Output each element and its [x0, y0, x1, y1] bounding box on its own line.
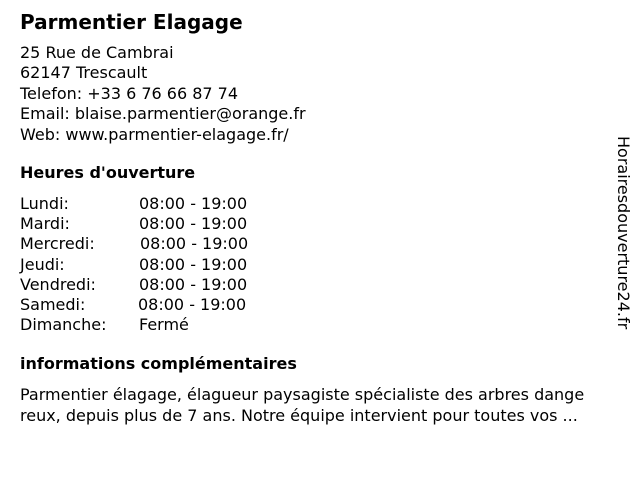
day-label: Jeudi: — [20, 254, 65, 274]
day-label: Mardi: — [20, 214, 70, 234]
website: Web: www.parmentier-elagage.fr/ — [20, 124, 289, 144]
time-value: 08:00 - 19:00 — [139, 274, 248, 294]
description-line: Parmentier élagage, élagueur paysagiste spécialiste des arbres dange — [20, 385, 585, 404]
hours-row-samedi — [20, 295, 320, 315]
hours-row-vendredi — [20, 275, 320, 295]
hours-row-jeudi — [20, 255, 320, 275]
time-value: 08:00 - 19:00 — [139, 194, 248, 213]
day-label: Samedi: — [20, 294, 86, 314]
additional-info-heading: informations complémentaires — [20, 354, 297, 373]
opening-hours-heading: Heures d'ouverture — [20, 163, 196, 182]
time-value: 08:00 - 19:00 — [140, 234, 249, 254]
time-value: 08:00 - 19:00 — [139, 214, 248, 234]
day-label: Dimanche: — [20, 315, 107, 335]
day-label: Lundi: — [20, 194, 69, 213]
business-name: Parmentier Elagage — [20, 10, 243, 34]
hours-row-lundi — [20, 194, 320, 214]
description-line: reux, depuis plus de 7 ans. Notre équipe intervient pour toutes vos ... — [20, 405, 578, 425]
phone-number: Telefon: +33 6 76 66 87 74 — [20, 83, 239, 103]
time-value: 08:00 - 19:00 — [139, 254, 248, 274]
day-label: Mercredi: — [20, 234, 95, 254]
time-value: 08:00 - 19:00 — [138, 294, 247, 314]
day-label: Vendredi: — [20, 274, 96, 294]
contact-block — [20, 43, 306, 145]
hours-row-mardi — [20, 214, 320, 234]
street-address: 25 Rue de Cambrai — [20, 43, 174, 62]
email-address: Email: blaise.parmentier@orange.fr — [20, 104, 306, 124]
site-watermark: Horairesdouverture24.fr — [614, 136, 633, 330]
hours-row-mercredi — [20, 234, 320, 254]
additional-info-text — [20, 356, 632, 426]
city-postal: 62147 Trescault — [20, 63, 148, 83]
hours-row-dimanche — [20, 315, 320, 335]
time-value: Fermé — [139, 315, 189, 335]
opening-hours-table — [20, 194, 320, 335]
